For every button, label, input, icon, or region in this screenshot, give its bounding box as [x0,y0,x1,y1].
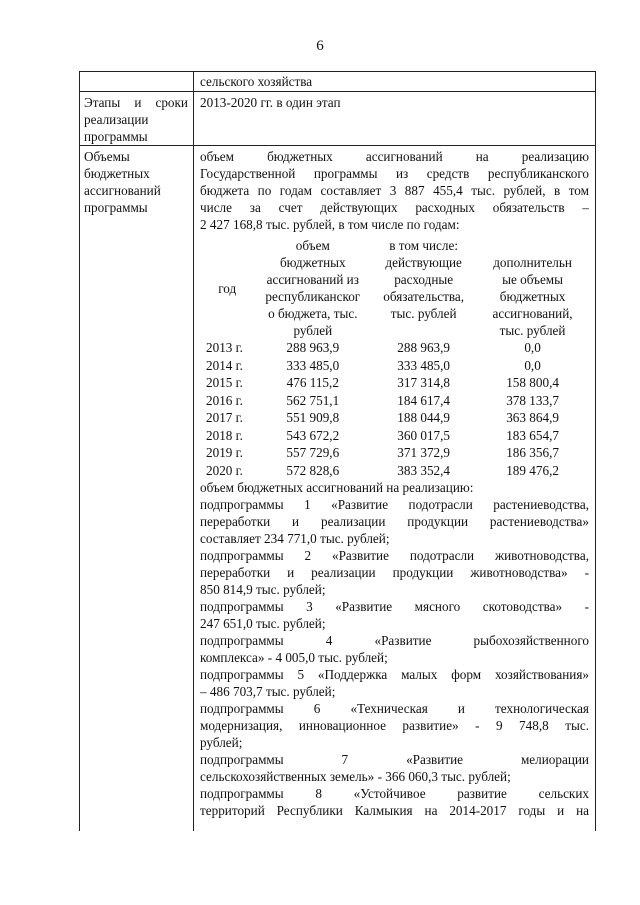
cell-total: 543 672,2 [286,427,340,443]
cell-total: 333 485,0 [286,357,340,373]
cell-current: 360 017,5 [397,427,451,443]
table-row [200,357,589,375]
table-row [200,409,589,427]
cell-year: 2013 г. [206,340,243,355]
row2-right-cell [194,94,595,111]
cell-current: 184 617,4 [397,392,451,408]
header-line: тыс. рублей [390,306,457,321]
row2-left-line: Этапы и сроки [84,95,188,110]
row-divider [80,91,595,92]
header-line: обязательства, [383,289,465,304]
header-line: в том числе: [389,238,459,253]
subprogram-line: модернизация, инновационное развитие» - 9 748,8 тыс. [200,718,589,733]
header-total [254,237,371,339]
cell-total: 562 751,1 [286,392,340,408]
cell-additional: 186 356,7 [506,445,559,460]
table-row [200,462,589,480]
passport-table [79,71,596,831]
cell-year: 2017 г. [206,410,243,425]
subprogram-line: рублей; [200,735,243,750]
cell-current: 317 314,8 [397,375,451,390]
row3-left-cell [80,148,192,216]
intro-line: числе за счет действующих расходных обязательств – [200,200,589,215]
table-row [200,444,589,462]
header-line: расходные [394,272,454,287]
subprogram-line: подпрограммы 6 «Техническая и технологическая [200,701,589,716]
row2-left-line: программы [84,129,148,144]
row3-left-line: бюджетных [84,166,150,181]
cell-year: 2019 г. [206,445,243,460]
cell-additional: 189 476,2 [506,462,559,478]
subprogram-line: – 486 703,7 тыс. рублей; [200,684,336,699]
cell-year: 2020 г. [206,462,243,478]
page-number: 6 [316,38,324,54]
cell-year: 2016 г. [206,392,243,408]
header-line: действующие [385,255,462,270]
header-line: объем [295,238,330,253]
cell-additional: 363 864,9 [506,410,559,425]
cell-total: 288 963,9 [286,340,340,355]
subprogram-line: объем бюджетных ассигнований на реализацию: [200,480,474,495]
intro-line: бюджета по годам составляет 3 887 455,4 тыс. рублей, в том [200,183,589,198]
subprogram-line: составляет 234 771,0 тыс. рублей; [200,531,390,546]
header-line: рублей [293,323,333,338]
row3-left-line: Объемы [84,149,130,164]
header-line: бюджетных [499,289,566,304]
subprogram-line: подпрограммы 4 «Развитие рыбохозяйственного [200,633,589,648]
cell-total: 557 729,6 [286,445,340,460]
subprogram-line: территорий Республики Калмыкия на 2014-2017 годы и на [200,803,589,818]
header-line: год [218,280,237,296]
row3-left-line: программы [84,200,148,215]
row1-right-text: сельского хозяйства [200,74,313,89]
subprogram-line: подпрограммы 3 «Развитие мясного скотоводства» - [200,599,589,614]
header-line: ассигнований, [492,306,573,321]
header-line: о бюджета, тыс. [268,306,358,321]
cell-current: 188 044,9 [397,410,451,425]
cell-total: 476 115,2 [286,375,339,390]
intro-line: Государственной программы из средств республиканского [200,166,589,181]
cell-additional: 158 800,4 [506,375,559,390]
cell-total: 572 828,6 [286,462,340,478]
header-line: ые объемы [502,272,564,287]
row2-right-text: 2013-2020 гг. в один этап [200,95,341,110]
cell-current: 371 372,9 [397,445,451,460]
budget-table-body [200,339,589,479]
header-line: дополнительн [493,255,572,270]
subprogram-line: 247 651,0 тыс. рублей; [200,616,326,631]
cell-year: 2014 г. [206,357,243,373]
header-line: тыс. рублей [499,323,566,338]
row3-right-cell [194,148,595,819]
subprogram-line: сельскохозяйственных земель» - 366 060,3 тыс. рублей; [200,769,511,784]
table-row [200,427,589,445]
subprogram-line: переработки и реализации продукции животноводства» - [200,565,589,580]
subprogram-line: подпрограммы 2 «Развитие подотрасли животноводства, [200,548,589,563]
row1-right-cell [194,73,595,90]
header-additional [476,237,589,339]
table-row [200,339,589,357]
intro-line: объем бюджетных ассигнований на реализацию [200,149,589,164]
subprograms-paragraph [200,479,589,819]
cell-additional: 0,0 [524,340,541,355]
cell-year: 2018 г. [206,427,243,443]
cell-current: 333 485,0 [397,357,451,373]
header-line: бюджетных [279,255,346,270]
budget-by-year-table [200,237,589,479]
subprogram-line: подпрограммы 7 «Развитие мелиорации [200,752,589,767]
header-year [200,237,254,339]
subprogram-line: переработки и реализации продукции растениеводства» [200,514,589,529]
header-line: республиканског [265,289,361,304]
row2-left-cell [80,94,192,145]
row3-left-line: ассигнований [84,183,161,198]
subprogram-line: подпрограммы 1 «Развитие подотрасли растениеводства, [200,497,589,512]
header-line: ассигнований из [266,272,359,287]
cell-current: 383 352,4 [397,462,451,478]
cell-additional: 0,0 [524,357,541,373]
subprogram-line: комплекса» - 4 005,0 тыс. рублей; [200,650,388,665]
table-row [200,392,589,410]
cell-additional: 378 133,7 [506,392,559,408]
row-divider [80,145,595,146]
intro-line: 2 427 168,8 тыс. рублей, в том числе по годам: [200,217,460,232]
cell-total: 551 909,8 [286,410,340,425]
subprogram-line: подпрограммы 5 «Поддержка малых форм хозяйствования» [200,667,589,682]
header-current [371,237,476,339]
table-row [200,374,589,392]
subprogram-line: подпрограммы 8 «Устойчивое развитие сельских [200,786,589,801]
cell-additional: 183 654,7 [506,427,559,443]
row2-left-line: реализации [84,112,149,127]
cell-current: 288 963,9 [397,340,451,355]
intro-paragraph [200,148,589,233]
cell-year: 2015 г. [206,375,243,390]
subprogram-line: 850 814,9 тыс. рублей; [200,582,326,597]
